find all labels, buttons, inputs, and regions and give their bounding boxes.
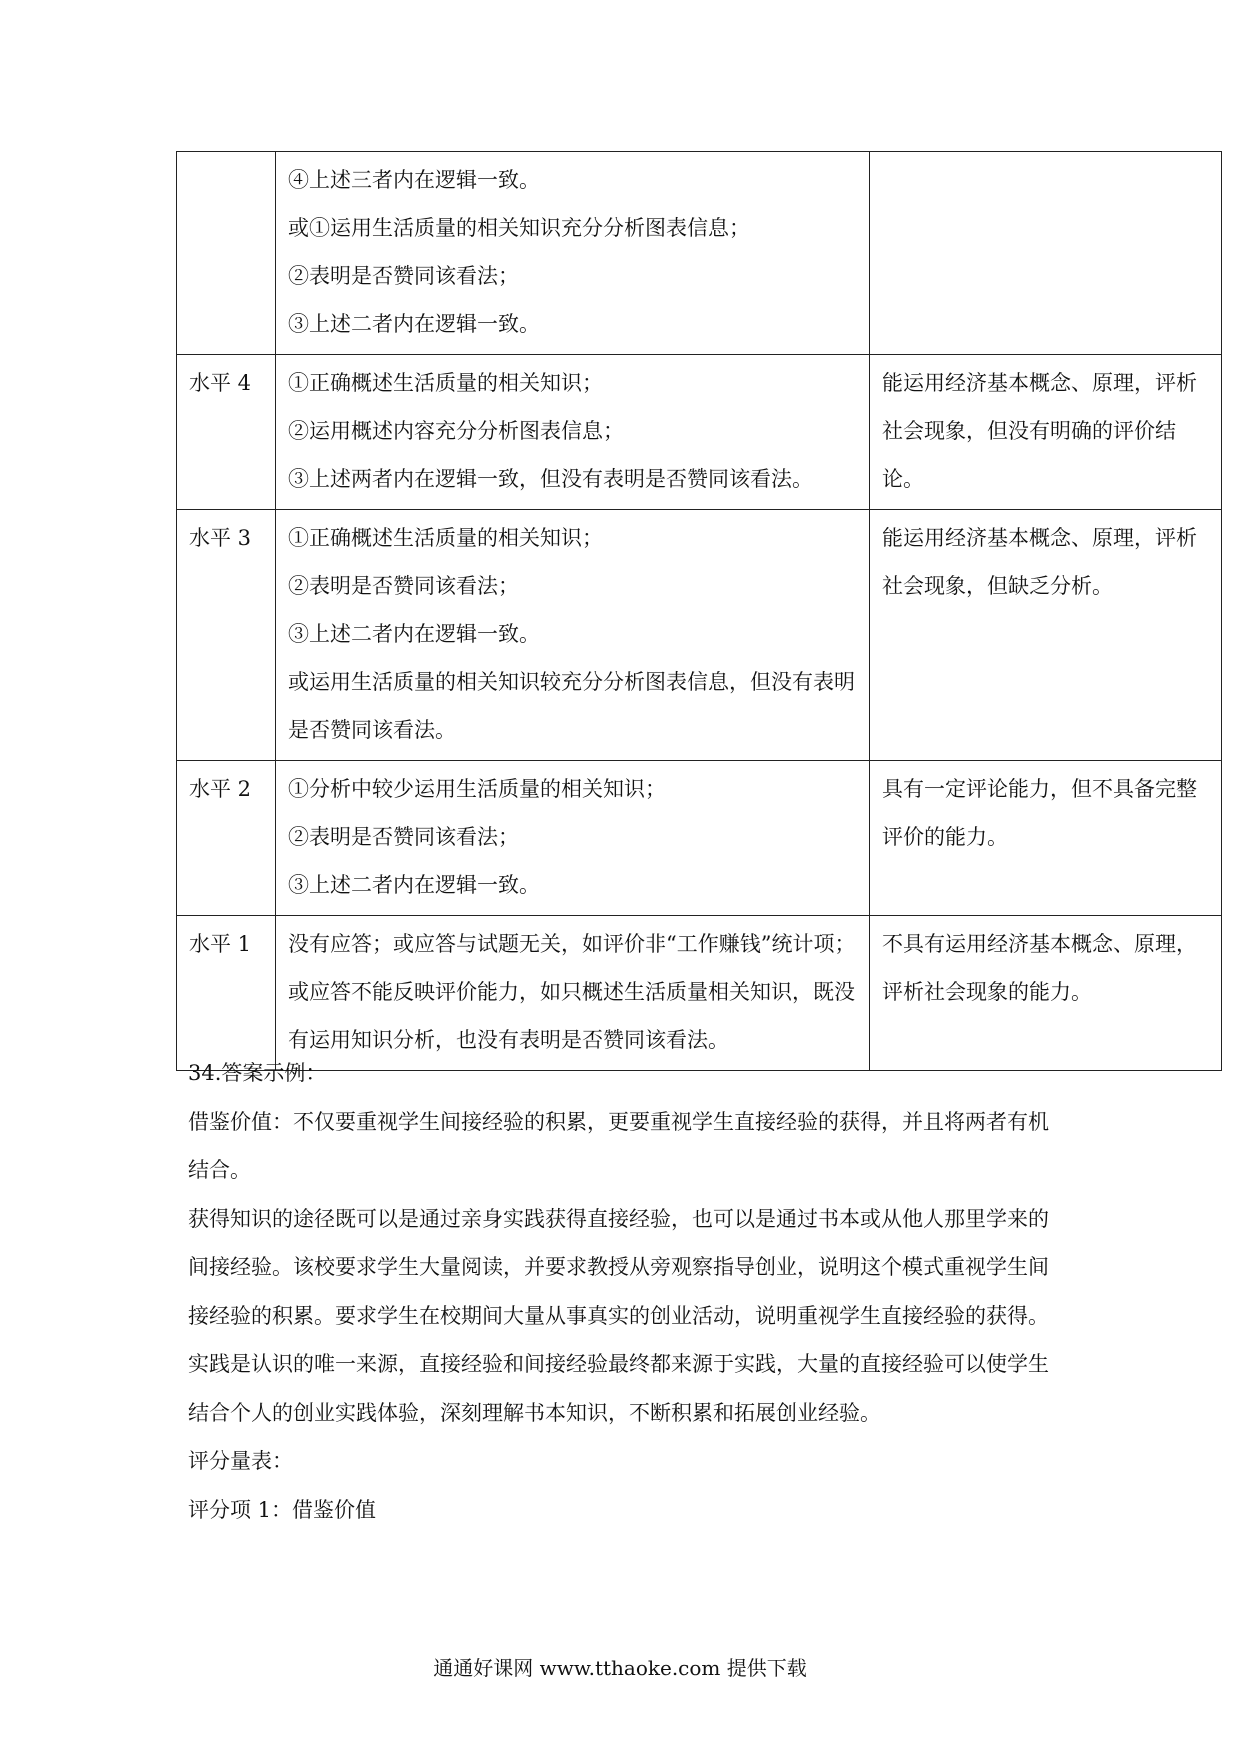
answer-paragraph: 获得知识的途径既可以是通过亲身实践获得直接经验，也可以是通过书本或从他人那里学来的间接经验。该校要求学生大量阅读，并要求教授从旁观察指导创业，说明这个模式重视学生间接经验的积累。要求学生在校期间大量从事真实的创业活动，说明重视学生直接经验的获得。 (188, 1206, 1049, 1328)
rubric-row-level-2 (177, 761, 1222, 916)
answer-section (188, 1049, 1068, 1534)
description-line: ③上述二者内在逻辑一致。 (288, 622, 540, 646)
description-cell (276, 916, 870, 1071)
answer-heading: 34.答案示例： (188, 1061, 327, 1085)
description-cell (276, 152, 870, 355)
ability-cell (870, 761, 1222, 916)
level-cell: 水平 4 (177, 355, 276, 510)
description-line: ②表明是否赞同该看法； (288, 825, 519, 849)
page-footer: 通通好课网 www.tthaoke.com 提供下载 (433, 1656, 807, 1680)
description-line: ④上述三者内在逻辑一致。 (288, 168, 540, 192)
description-cell (276, 355, 870, 510)
ability-text: 具有一定评论能力，但不具备完整评价的能力。 (882, 777, 1197, 849)
ability-text: 能运用经济基本概念、原理，评析社会现象，但没有明确的评价结论。 (882, 371, 1197, 491)
rubric-row-level-4 (177, 355, 1222, 510)
description-line: ③上述两者内在逻辑一致，但没有表明是否赞同该看法。 (288, 467, 813, 491)
description-line: ①正确概述生活质量的相关知识； (288, 526, 603, 550)
description-line: ①正确概述生活质量的相关知识； (288, 371, 603, 395)
description-cell (276, 510, 870, 761)
rubric-row-continuation (177, 152, 1222, 355)
rubric-row-level-3 (177, 510, 1222, 761)
level-cell: 水平 3 (177, 510, 276, 761)
description-line: ①分析中较少运用生活质量的相关知识； (288, 777, 666, 801)
ability-cell (870, 510, 1222, 761)
ability-cell (870, 916, 1222, 1071)
level-cell: 水平 2 (177, 761, 276, 916)
description-line: 没有应答；或应答与试题无关，如评价非“工作赚钱”统计项；或应答不能反映评价能力，如只概述生活质量相关知识，既没有运用知识分析，也没有表明是否赞同该看法。 (288, 932, 856, 1052)
ability-text: 能运用经济基本概念、原理，评析社会现象，但缺乏分析。 (882, 526, 1197, 598)
description-line: ③上述二者内在逻辑一致。 (288, 312, 540, 336)
description-cell (276, 761, 870, 916)
ability-text: 不具有运用经济基本概念、原理，评析社会现象的能力。 (882, 932, 1197, 1004)
ability-cell (870, 152, 1222, 355)
description-line: 或运用生活质量的相关知识较充分分析图表信息，但没有表明是否赞同该看法。 (288, 670, 855, 742)
description-line: ③上述二者内在逻辑一致。 (288, 873, 540, 897)
description-line: ②表明是否赞同该看法； (288, 574, 519, 598)
ability-cell (870, 355, 1222, 510)
answer-paragraph: 实践是认识的唯一来源，直接经验和间接经验最终都来源于实践，大量的直接经验可以使学生结合个人的创业实践体验，深刻理解书本知识，不断积累和拓展创业经验。 (188, 1352, 1049, 1425)
rubric-row-level-1 (177, 916, 1222, 1071)
description-line: ②运用概述内容充分分析图表信息； (288, 419, 624, 443)
rubric-table (176, 151, 1222, 1071)
description-line: ②表明是否赞同该看法； (288, 264, 519, 288)
level-cell: 水平 1 (177, 916, 276, 1071)
description-line: 或①运用生活质量的相关知识充分分析图表信息； (288, 216, 750, 240)
scoring-item-heading: 评分项 1：借鉴价值 (188, 1497, 377, 1522)
answer-paragraph: 借鉴价值：不仅要重视学生间接经验的积累，更要重视学生直接经验的获得，并且将两者有机结合。 (188, 1109, 1049, 1182)
level-cell (177, 152, 276, 355)
scoring-scale-heading: 评分量表： (188, 1449, 293, 1473)
